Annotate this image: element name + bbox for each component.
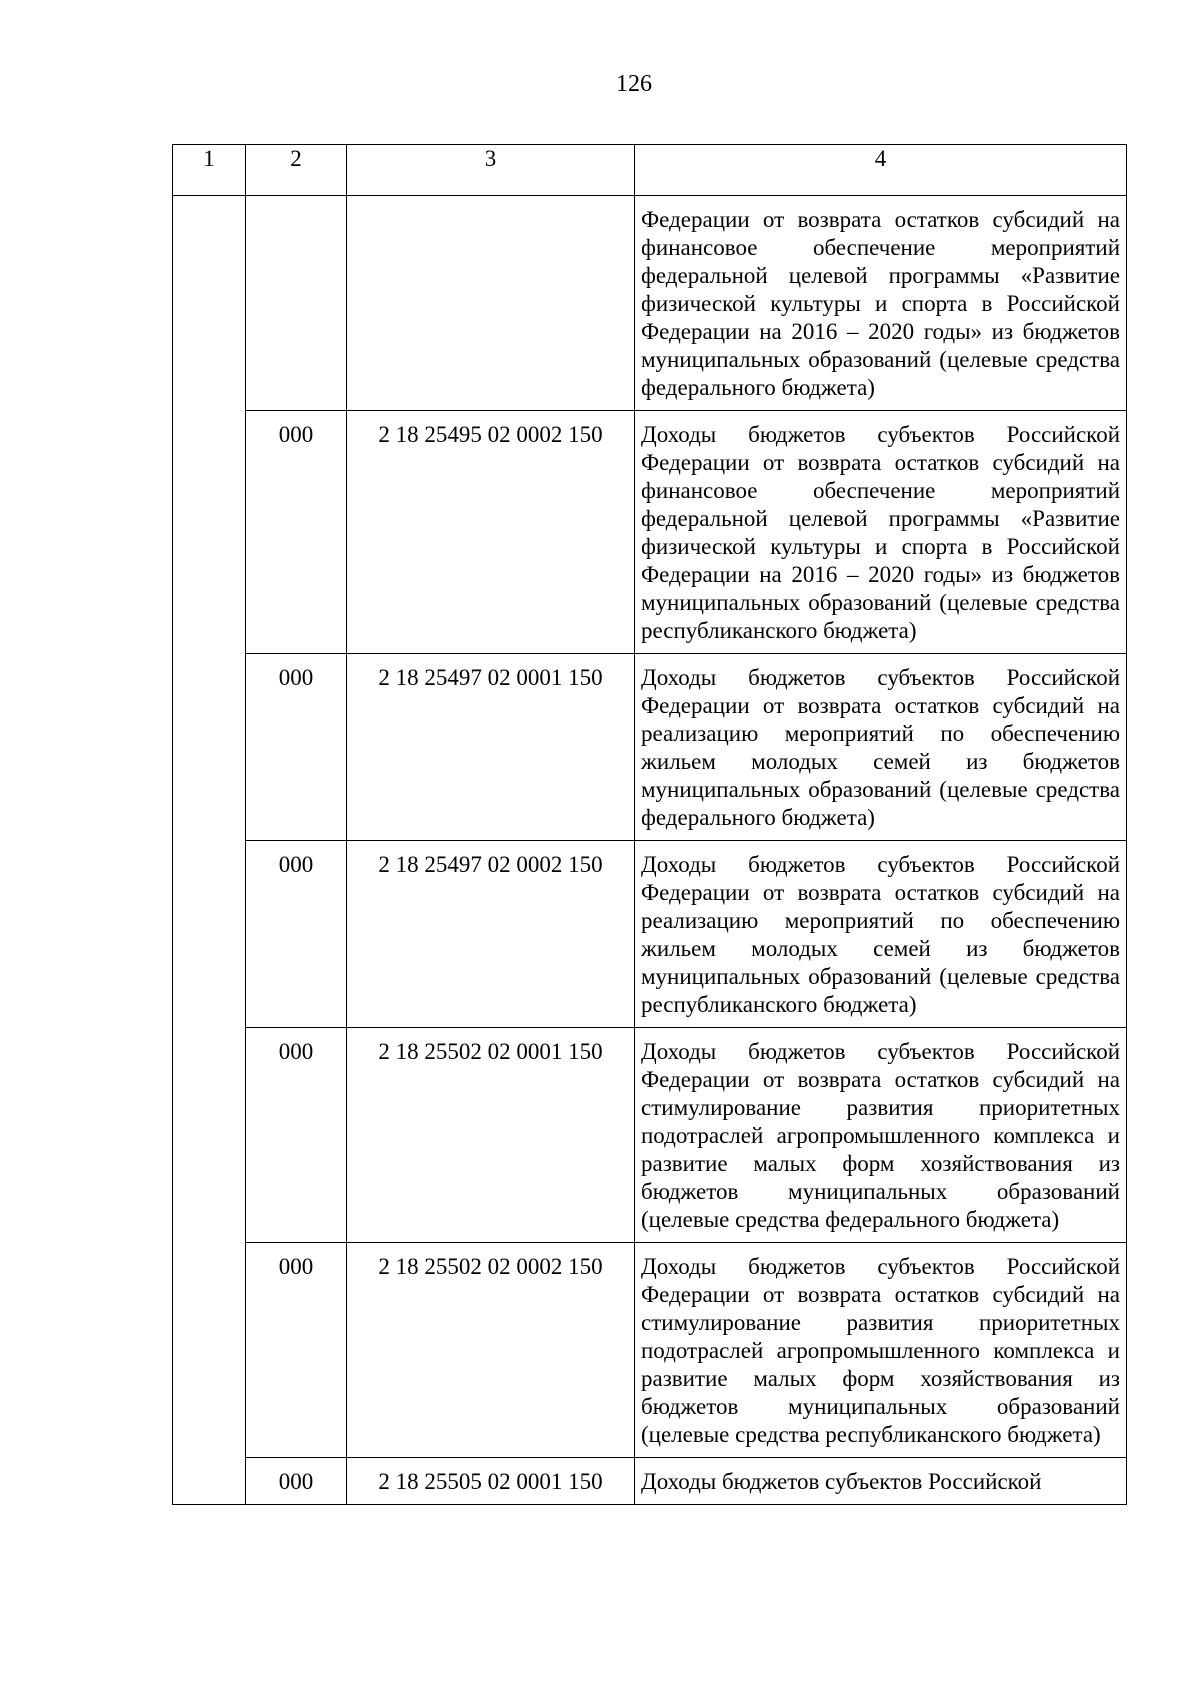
admin-code-cell: 000 (246, 411, 347, 654)
budget-code-cell: 2 18 25495 02 0002 150 (347, 411, 635, 654)
description-cell: Доходы бюджетов субъектов Российской Федерации от возврата остатков субсидий на реализацию мероприятий по обеспечению жильем молодых семей из бюджетов муниципальных образований (целевые средства федерального бюджета) (635, 654, 1127, 841)
description-cell: Доходы бюджетов субъектов Российской (635, 1458, 1127, 1505)
table-row (173, 1243, 1127, 1458)
budget-code-cell (347, 196, 635, 411)
description-cell: Доходы бюджетов субъектов Российской Федерации от возврата остатков субсидий на реализацию мероприятий по обеспечению жильем молодых семей из бюджетов муниципальных образований (целевые средства республиканского бюджета) (635, 841, 1127, 1028)
budget-code-cell: 2 18 25505 02 0001 150 (347, 1458, 635, 1505)
description-cell: Доходы бюджетов субъектов Российской Федерации от возврата остатков субсидий на стимулирование развития приоритетных подотраслей агропромышленного комплекса и развитие малых форм хозяйствования из бюджетов муниципальных образований (целевые средства федерального бюджета) (635, 1028, 1127, 1243)
table-header-row (173, 145, 1127, 196)
admin-code-cell: 000 (246, 1458, 347, 1505)
admin-code-cell: 000 (246, 654, 347, 841)
table-row (173, 654, 1127, 841)
table-row (173, 841, 1127, 1028)
table-row (173, 1458, 1127, 1505)
column-header-4: 4 (635, 145, 1127, 196)
budget-code-cell: 2 18 25502 02 0001 150 (347, 1028, 635, 1243)
budget-code-cell: 2 18 25497 02 0001 150 (347, 654, 635, 841)
budget-revenue-table (172, 144, 1127, 1505)
description-cell: Доходы бюджетов субъектов Российской Федерации от возврата остатков субсидий на стимулирование развития приоритетных подотраслей агропромышленного комплекса и развитие малых форм хозяйствования из бюджетов муниципальных образований (целевые средства республиканского бюджета) (635, 1243, 1127, 1458)
page-number: 126 (616, 71, 652, 97)
table-row (173, 1028, 1127, 1243)
column-header-3: 3 (347, 145, 635, 196)
column-1-merged-cell (173, 196, 246, 1505)
budget-code-cell: 2 18 25497 02 0002 150 (347, 841, 635, 1028)
admin-code-cell: 000 (246, 841, 347, 1028)
table-row (173, 411, 1127, 654)
table-row (173, 196, 1127, 411)
admin-code-cell: 000 (246, 1028, 347, 1243)
column-header-2: 2 (246, 145, 347, 196)
admin-code-cell (246, 196, 347, 411)
budget-code-cell: 2 18 25502 02 0002 150 (347, 1243, 635, 1458)
column-header-1: 1 (173, 145, 246, 196)
admin-code-cell: 000 (246, 1243, 347, 1458)
description-cell: Федерации от возврата остатков субсидий на финансовое обеспечение мероприятий федеральной целевой программы «Развитие физической культуры и спорта в Российской Федерации на 2016 – 2020 годы» из бюджетов муниципальных образований (целевые средства федерального бюджета) (635, 196, 1127, 411)
description-cell: Доходы бюджетов субъектов Российской Федерации от возврата остатков субсидий на финансовое обеспечение мероприятий федеральной целевой программы «Развитие физической культуры и спорта в Российской Федерации на 2016 – 2020 годы» из бюджетов муниципальных образований (целевые средства республиканского бюджета) (635, 411, 1127, 654)
